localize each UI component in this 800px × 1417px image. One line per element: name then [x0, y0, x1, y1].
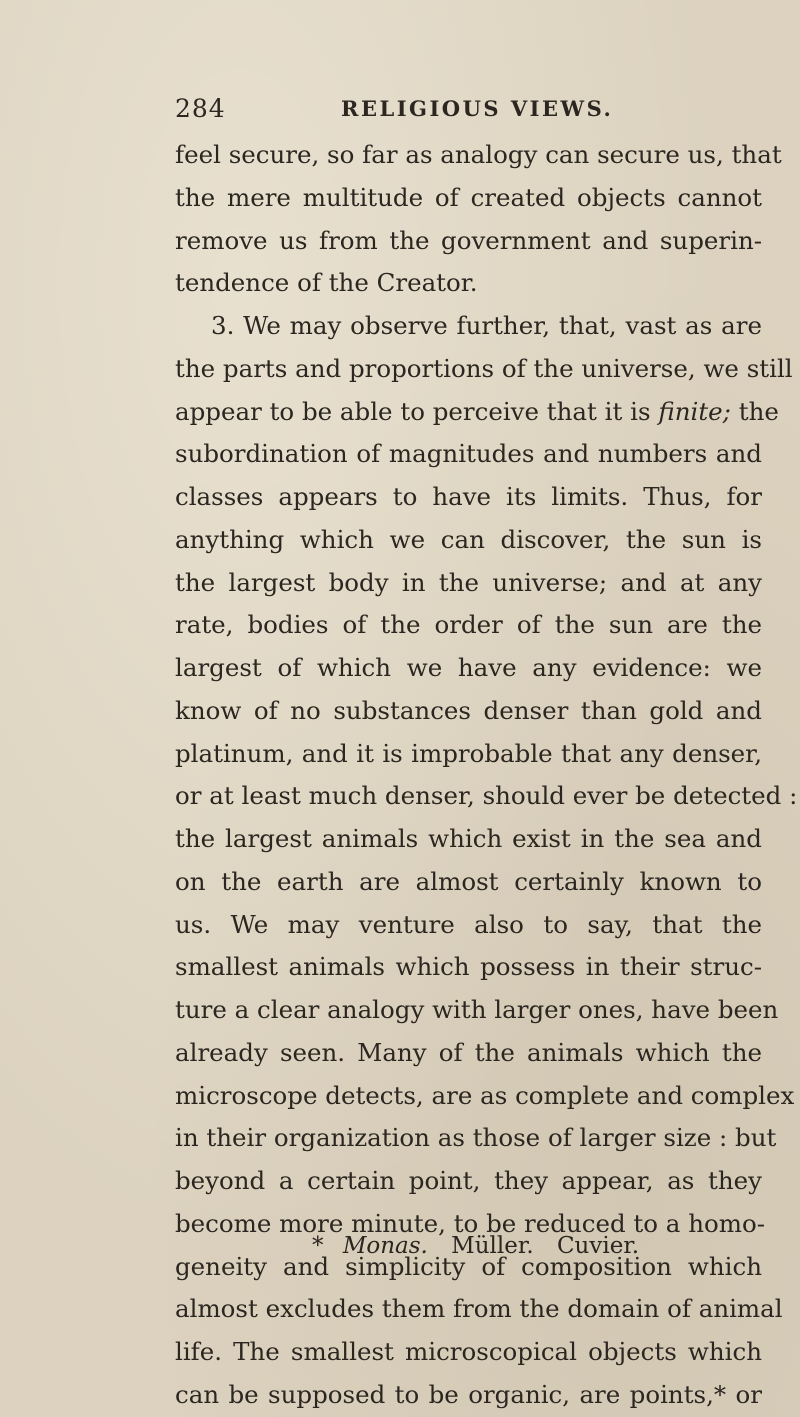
line-segment: appear to be able to perceive that it is: [175, 396, 651, 426]
footnote-marker: *: [312, 1233, 324, 1259]
text-line: the largest body in the universe; and at any: [175, 567, 762, 597]
text-line: beyond a certain point, they appear, as they: [175, 1166, 762, 1195]
text-line-with-emphasis: [175, 391, 779, 434]
text-line: the largest animals which exist in the sea and: [175, 824, 762, 853]
body-text: [175, 134, 798, 1417]
text-line: the parts and proportions of the universe, we still: [175, 353, 793, 383]
text-line: remove us from the government and superin-: [175, 225, 762, 255]
text-line: largest of which we have any evidence: we: [175, 653, 762, 682]
text-line: already seen. Many of the animals which the: [175, 1037, 762, 1067]
footnote-item: Cuvier.: [556, 1233, 640, 1259]
paragraph-start-line: 3. We may observe further, that, vast as are: [211, 311, 762, 340]
text-line: microscope detects, are as complete and complex: [175, 1080, 795, 1110]
text-line: platinum, and it is improbable that any denser,: [175, 738, 762, 768]
text-line: us. We may venture also to say, that the: [175, 909, 762, 939]
page-number: 284: [175, 94, 226, 123]
emphasis-word: finite;: [658, 396, 731, 426]
text-line: ture a clear analogy with larger ones, have been: [175, 995, 779, 1024]
text-line: subordination of magnitudes and numbers and: [175, 439, 762, 469]
page-header: [175, 94, 775, 134]
text-line: almost excludes them from the domain of animal: [175, 1294, 783, 1324]
text-line: feel secure, so far as analogy can secure us, that: [175, 140, 782, 169]
text-line: the mere multitude of created objects cannot: [175, 182, 762, 212]
line-segment: the: [738, 396, 779, 426]
running-head: RELIGIOUS VIEWS.: [341, 96, 614, 121]
text-line: tendence of the Creator.: [175, 268, 478, 298]
text-line: anything which we can discover, the sun is: [175, 524, 762, 554]
text-line: life. The smallest microscopical objects which: [175, 1337, 762, 1366]
text-line: know of no substances denser than gold and: [175, 695, 762, 725]
text-line: in their organization as those of larger size : but: [175, 1123, 777, 1153]
text-line: on the earth are almost certainly known to: [175, 866, 762, 896]
text-line: can be supposed to be organic, are points,* or: [175, 1379, 762, 1409]
footnote-item: Müller.: [451, 1233, 534, 1259]
text-line: geneity and simplicity of composition which: [175, 1251, 762, 1281]
text-line: become more minute, to be reduced to a homo-: [175, 1208, 765, 1238]
footnote-item: Monas.: [342, 1233, 428, 1259]
text-line: classes appears to have its limits. Thus, for: [175, 482, 762, 511]
text-line: or at least much denser, should ever be detected :: [175, 781, 798, 811]
footnote: [312, 1233, 643, 1259]
text-line: rate, bodies of the order of the sun are the: [175, 610, 762, 640]
text-line: smallest animals which possess in their struc-: [175, 952, 762, 982]
